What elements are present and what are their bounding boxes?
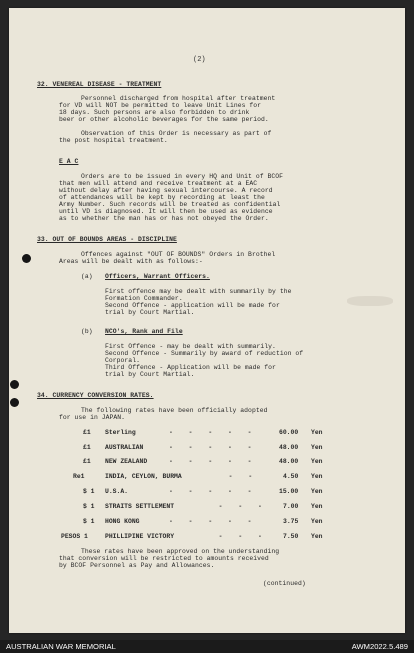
rate-value: 48.00	[279, 444, 299, 451]
rate-row	[9, 533, 405, 541]
rate-dashes: - - - - -	[169, 444, 258, 451]
rate-name: AUSTRALIAN	[105, 444, 144, 451]
rate-name: PHILLIPINE VICTORY	[105, 533, 175, 540]
rate-dashes: - - - - -	[169, 429, 258, 436]
rate-currency: Yen	[311, 473, 323, 480]
rate-dashes: - - - - -	[169, 458, 258, 465]
bounds-intro: Areas will be dealt with as follows:-	[59, 258, 203, 265]
vd-line: for VD will NOT be permitted to leave Unit Lines for	[59, 102, 262, 109]
bounds-b-line: Corporal.	[105, 357, 140, 364]
rate-currency: Yen	[311, 458, 323, 465]
bounds-a-line: trial by Court Martial.	[105, 309, 195, 316]
vd-line: beer or other alcoholic beverages for the same period.	[59, 116, 269, 123]
eac-line: until VD is diagnosed. It will then be used as evidence	[59, 208, 273, 215]
rate-dashes: - -	[209, 473, 259, 480]
rate-currency: Yen	[311, 503, 323, 510]
footer-institution: AUSTRALIAN WAR MEMORIAL	[6, 642, 116, 651]
rate-row	[9, 473, 405, 481]
document-page	[9, 8, 405, 633]
rate-unit: £1	[83, 458, 91, 465]
eac-line: Orders are to be issued in every HQ and Unit of BCOF	[81, 173, 284, 180]
currency-intro: The following rates have been officially adopted	[81, 407, 268, 414]
rate-value: 15.00	[279, 488, 299, 495]
rate-value: 60.00	[279, 429, 299, 436]
rate-name: HONG KONG	[105, 518, 140, 525]
section-heading-vd: 32. VENEREAL DISEASE - TREATMENT	[37, 81, 162, 88]
rate-name: INDIA, CEYLON, BURMA	[105, 473, 182, 480]
vd-line: 18 days. Such persons are also forbidden to drink	[59, 109, 250, 116]
rate-row	[9, 488, 405, 496]
currency-outro: that conversion will be restricted to amounts received	[59, 555, 269, 562]
archive-footer	[0, 640, 414, 653]
rate-row	[9, 518, 405, 526]
currency-outro: These rates have been approved on the understanding	[81, 548, 280, 555]
rate-dashes: - - - - -	[169, 518, 258, 525]
rate-unit: $ 1	[83, 518, 95, 525]
bounds-b-title: NCO's, Rank and File	[105, 328, 183, 335]
rate-row	[9, 444, 405, 452]
bounds-a-line: First offence may be dealt with summarily by the	[105, 288, 292, 295]
section-heading-bounds: 33. OUT OF BOUNDS AREAS - DISCIPLINE	[37, 236, 177, 243]
rate-row	[9, 503, 405, 511]
eac-line: without delay after having sexual intercourse. A record	[59, 187, 273, 194]
section-heading-eac: E A C	[59, 158, 79, 165]
rate-dashes: - - -	[199, 503, 268, 510]
rate-value: 7.50	[283, 533, 299, 540]
rate-unit: £1	[83, 444, 91, 451]
rate-dashes: - - - - -	[169, 488, 258, 495]
bounds-b-line: trial by Court Martial.	[105, 371, 195, 378]
bounds-a-line: Formation Commander.	[105, 295, 183, 302]
rate-name: Sterling	[105, 429, 136, 436]
rate-currency: Yen	[311, 444, 323, 451]
rate-unit: $ 1	[83, 488, 95, 495]
rate-unit: $ 1	[83, 503, 95, 510]
rate-unit: PESOS 1	[61, 533, 88, 540]
punch-hole	[10, 398, 19, 407]
rate-row	[9, 458, 405, 466]
vd-line: Personnel discharged from hospital after treatment	[81, 95, 276, 102]
rate-currency: Yen	[311, 518, 323, 525]
bounds-a-label: (a)	[81, 273, 93, 280]
rate-currency: Yen	[311, 488, 323, 495]
continued-note: (continued)	[263, 580, 306, 587]
punch-hole	[22, 254, 31, 263]
bounds-intro: Offences against "OUT OF BOUNDS" Orders in Brothel	[81, 251, 276, 258]
rate-dashes: - - -	[199, 533, 268, 540]
rate-unit: Re1	[73, 473, 85, 480]
bounds-b-line: Second Offence - Summarily by award of reduction of	[105, 350, 304, 357]
vd-line: Observation of this Order is necessary as part of	[81, 130, 272, 137]
rate-value: 7.00	[283, 503, 299, 510]
bounds-b-label: (b)	[81, 328, 93, 335]
punch-hole	[10, 380, 19, 389]
eac-line: Army Number. Such records will be treated as confidential	[59, 201, 281, 208]
bounds-b-line: Third Offence - Application will be made for	[105, 364, 276, 371]
section-heading-currency: 34. CURRENCY CONVERSION RATES.	[37, 392, 154, 399]
rate-currency: Yen	[311, 429, 323, 436]
rate-value: 48.00	[279, 458, 299, 465]
bounds-b-line: First Offence - may be dealt with summarily.	[105, 343, 276, 350]
page-number: (2)	[193, 56, 206, 64]
vd-line: the post hospital treatment.	[59, 137, 168, 144]
bounds-a-line: Second Offence - application will be made for	[105, 302, 280, 309]
currency-intro: for use in JAPAN.	[59, 414, 126, 421]
rate-row	[9, 429, 405, 437]
currency-outro: by BCOF Personnel as Pay and Allowances.	[59, 562, 215, 569]
footer-accession-number: AWM2022.5.489	[351, 642, 408, 651]
pencil-smudge	[347, 296, 393, 306]
bounds-a-title: Officers, Warrant Officers.	[105, 273, 210, 280]
eac-line: as to whether the man has or has not obeyed the Order.	[59, 215, 269, 222]
rate-value: 4.50	[283, 473, 299, 480]
rate-name: U.S.A.	[105, 488, 129, 495]
rate-name: STRAITS SETTLEMENT	[105, 503, 175, 510]
rate-name: NEW ZEALAND	[105, 458, 148, 465]
eac-line: of attendances will be kept by recording at least the	[59, 194, 265, 201]
rate-currency: Yen	[311, 533, 323, 540]
rate-value: 3.75	[283, 518, 299, 525]
eac-line: that men will attend and receive treatment at a EAC	[59, 180, 258, 187]
rate-unit: £1	[83, 429, 91, 436]
